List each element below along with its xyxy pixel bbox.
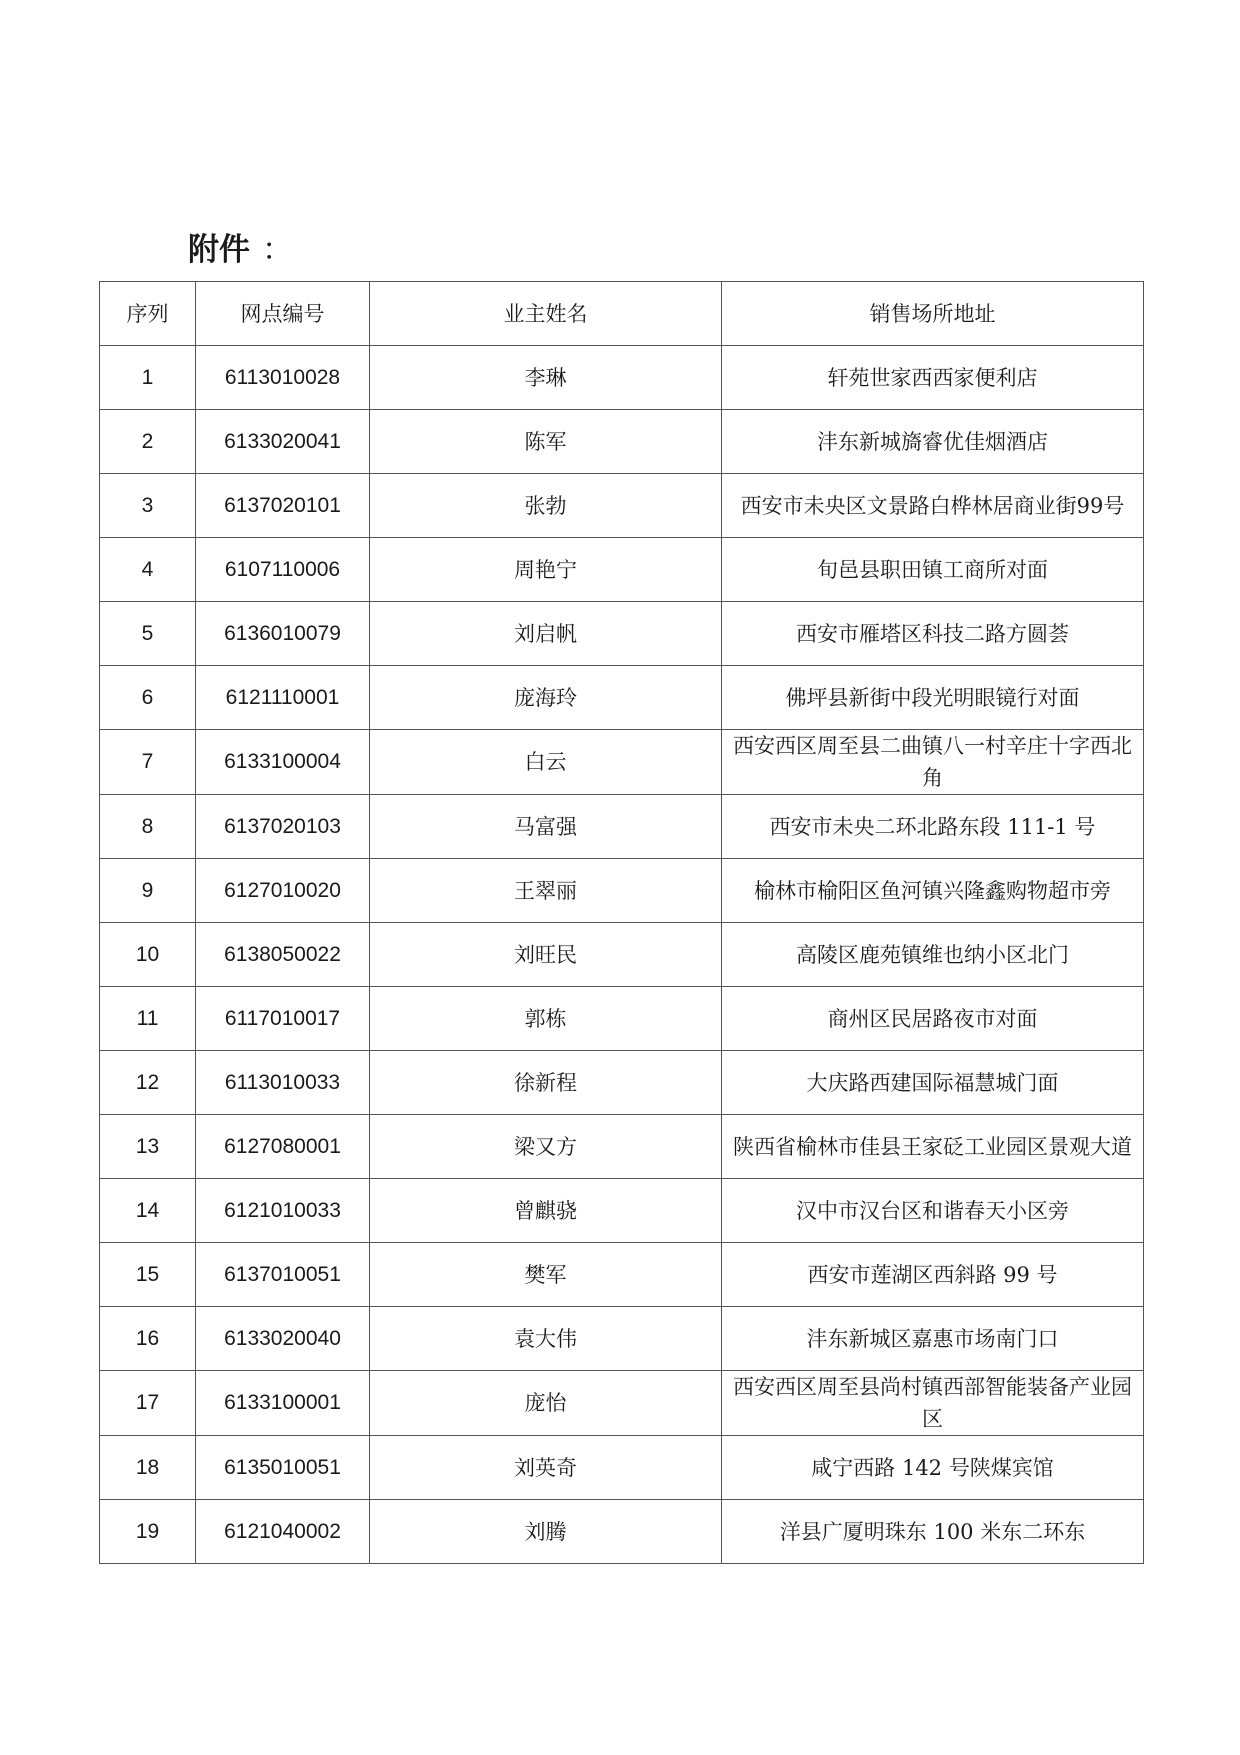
cell-serial: 1 xyxy=(100,346,196,410)
table-row xyxy=(100,346,1144,410)
cell-serial: 13 xyxy=(100,1115,196,1179)
table-row xyxy=(100,859,1144,923)
cell-owner-name: 刘旺民 xyxy=(370,923,722,987)
cell-owner-name: 刘腾 xyxy=(370,1500,722,1564)
cell-serial: 9 xyxy=(100,859,196,923)
cell-serial: 3 xyxy=(100,474,196,538)
cell-owner-name: 袁大伟 xyxy=(370,1307,722,1371)
cell-serial: 17 xyxy=(100,1371,196,1436)
cell-owner-name: 樊军 xyxy=(370,1243,722,1307)
cell-outlet-id: 6113010033 xyxy=(196,1051,370,1115)
cell-outlet-id: 6133100001 xyxy=(196,1371,370,1436)
header-outlet-id: 网点编号 xyxy=(196,282,370,346)
cell-outlet-id: 6117010017 xyxy=(196,987,370,1051)
cell-outlet-id: 6121110001 xyxy=(196,666,370,730)
table-row xyxy=(100,1051,1144,1115)
cell-address: 榆林市榆阳区鱼河镇兴隆鑫购物超市旁 xyxy=(722,859,1144,923)
cell-outlet-id: 6133020040 xyxy=(196,1307,370,1371)
cell-address: 洋县广厦明珠东 100 米东二环东 xyxy=(722,1500,1144,1564)
cell-outlet-id: 6137020101 xyxy=(196,474,370,538)
cell-owner-name: 李琳 xyxy=(370,346,722,410)
cell-serial: 14 xyxy=(100,1179,196,1243)
cell-outlet-id: 6138050022 xyxy=(196,923,370,987)
attachment-title: 附件 xyxy=(188,232,250,268)
cell-outlet-id: 6127010020 xyxy=(196,859,370,923)
header-owner-name: 业主姓名 xyxy=(370,282,722,346)
cell-address: 西安市未央二环北路东段 111-1 号 xyxy=(722,795,1144,859)
table-body xyxy=(100,346,1144,1564)
cell-serial: 19 xyxy=(100,1500,196,1564)
cell-owner-name: 梁又方 xyxy=(370,1115,722,1179)
cell-owner-name: 曾麒骁 xyxy=(370,1179,722,1243)
cell-outlet-id: 6133020041 xyxy=(196,410,370,474)
table-row xyxy=(100,923,1144,987)
attachment-colon: ： xyxy=(262,232,293,268)
cell-address: 汉中市汉台区和谐春天小区旁 xyxy=(722,1179,1144,1243)
cell-address: 陕西省榆林市佳县王家砭工业园区景观大道 xyxy=(722,1115,1144,1179)
cell-address: 轩苑世家西西家便利店 xyxy=(722,346,1144,410)
cell-address: 佛坪县新街中段光明眼镜行对面 xyxy=(722,666,1144,730)
cell-owner-name: 王翠丽 xyxy=(370,859,722,923)
cell-serial: 8 xyxy=(100,795,196,859)
cell-outlet-id: 6133100004 xyxy=(196,730,370,795)
cell-owner-name: 刘启帆 xyxy=(370,602,722,666)
table-row xyxy=(100,1115,1144,1179)
cell-serial: 5 xyxy=(100,602,196,666)
cell-serial: 4 xyxy=(100,538,196,602)
cell-serial: 11 xyxy=(100,987,196,1051)
cell-address: 旬邑县职田镇工商所对面 xyxy=(722,538,1144,602)
cell-serial: 2 xyxy=(100,410,196,474)
cell-serial: 7 xyxy=(100,730,196,795)
cell-owner-name: 庞海玲 xyxy=(370,666,722,730)
cell-serial: 12 xyxy=(100,1051,196,1115)
cell-owner-name: 张勃 xyxy=(370,474,722,538)
table-row xyxy=(100,1243,1144,1307)
cell-owner-name: 白云 xyxy=(370,730,722,795)
table-header-row xyxy=(100,282,1144,346)
cell-address: 大庆路西建国际福慧城门面 xyxy=(722,1051,1144,1115)
table-row xyxy=(100,538,1144,602)
table-row xyxy=(100,602,1144,666)
cell-outlet-id: 6107110006 xyxy=(196,538,370,602)
cell-outlet-id: 6127080001 xyxy=(196,1115,370,1179)
cell-owner-name: 徐新程 xyxy=(370,1051,722,1115)
table-row xyxy=(100,795,1144,859)
cell-address: 高陵区鹿苑镇维也纳小区北门 xyxy=(722,923,1144,987)
cell-address: 商州区民居路夜市对面 xyxy=(722,987,1144,1051)
table-row xyxy=(100,666,1144,730)
cell-outlet-id: 6137020103 xyxy=(196,795,370,859)
cell-outlet-id: 6135010051 xyxy=(196,1436,370,1500)
table-row xyxy=(100,1371,1144,1436)
cell-owner-name: 郭栋 xyxy=(370,987,722,1051)
cell-owner-name: 刘英奇 xyxy=(370,1436,722,1500)
header-serial: 序列 xyxy=(100,282,196,346)
cell-address: 西安市莲湖区西斜路 99 号 xyxy=(722,1243,1144,1307)
cell-address: 西安西区周至县二曲镇八一村辛庄十字西北角 xyxy=(722,730,1144,795)
cell-outlet-id: 6113010028 xyxy=(196,346,370,410)
cell-serial: 6 xyxy=(100,666,196,730)
table-row xyxy=(100,730,1144,795)
table-row xyxy=(100,1500,1144,1564)
cell-serial: 16 xyxy=(100,1307,196,1371)
cell-address: 西安西区周至县尚村镇西部智能装备产业园区 xyxy=(722,1371,1144,1436)
table-row xyxy=(100,410,1144,474)
cell-address: 咸宁西路 142 号陕煤宾馆 xyxy=(722,1436,1144,1500)
table-row xyxy=(100,1179,1144,1243)
cell-outlet-id: 6121010033 xyxy=(196,1179,370,1243)
table-row xyxy=(100,1307,1144,1371)
cell-owner-name: 庞怡 xyxy=(370,1371,722,1436)
cell-owner-name: 马富强 xyxy=(370,795,722,859)
cell-serial: 10 xyxy=(100,923,196,987)
cell-owner-name: 陈军 xyxy=(370,410,722,474)
cell-outlet-id: 6121040002 xyxy=(196,1500,370,1564)
cell-owner-name: 周艳宁 xyxy=(370,538,722,602)
attachment-heading xyxy=(188,230,293,270)
cell-address: 沣东新城旖睿优佳烟酒店 xyxy=(722,410,1144,474)
cell-serial: 18 xyxy=(100,1436,196,1500)
cell-outlet-id: 6136010079 xyxy=(196,602,370,666)
cell-address: 西安市未央区文景路白桦林居商业街99号 xyxy=(722,474,1144,538)
cell-serial: 15 xyxy=(100,1243,196,1307)
header-address: 销售场所地址 xyxy=(722,282,1144,346)
cell-address: 沣东新城区嘉惠市场南门口 xyxy=(722,1307,1144,1371)
table-row xyxy=(100,1436,1144,1500)
table-row xyxy=(100,474,1144,538)
table-row xyxy=(100,987,1144,1051)
outlet-table xyxy=(99,281,1144,1564)
cell-address: 西安市雁塔区科技二路方圆荟 xyxy=(722,602,1144,666)
cell-outlet-id: 6137010051 xyxy=(196,1243,370,1307)
